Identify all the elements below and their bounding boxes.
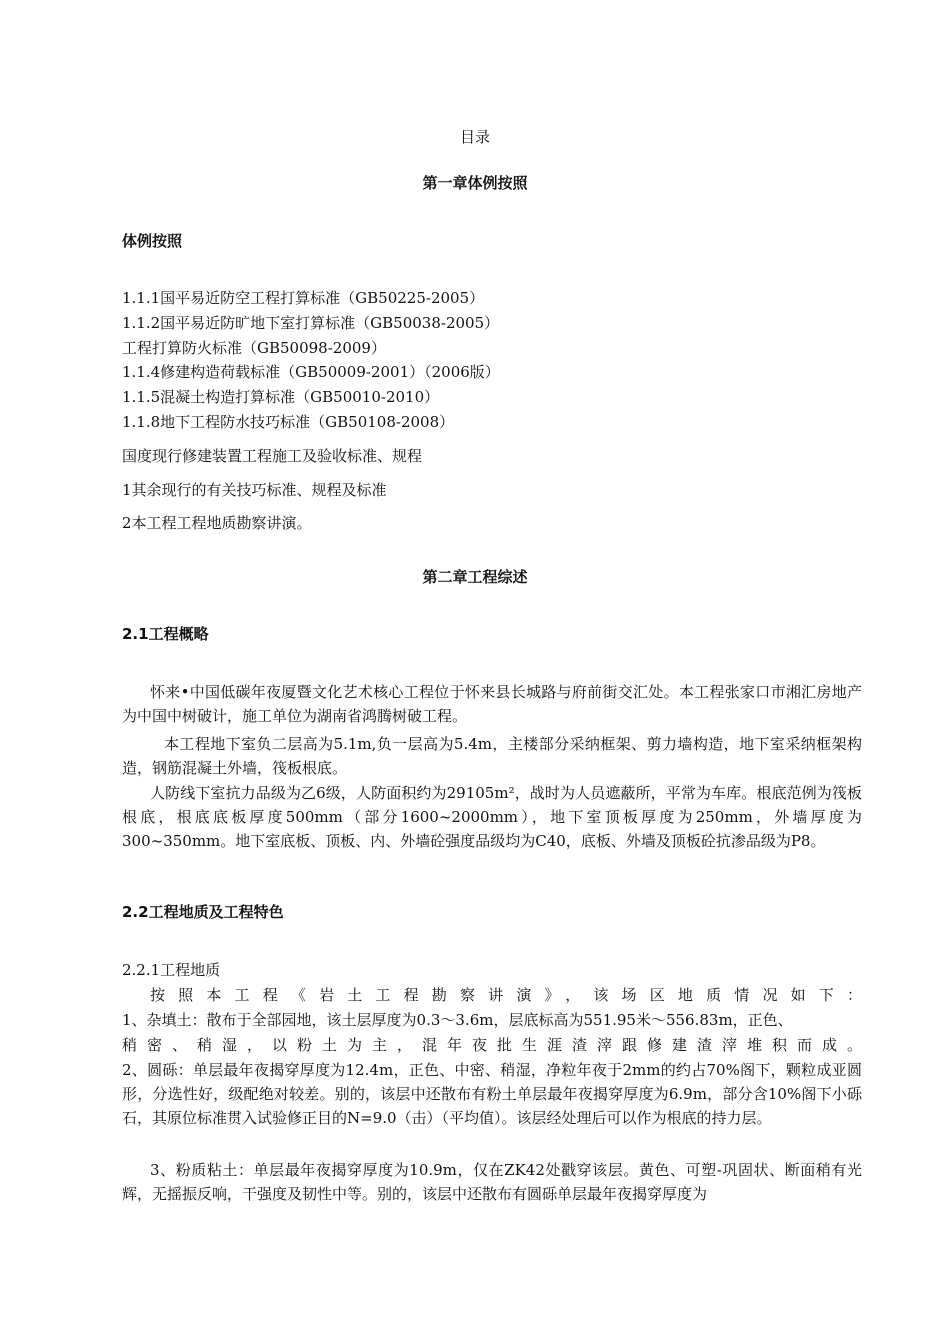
standard-item: 工程打算防火标准（GB50098-2009） (122, 339, 386, 357)
standard-item: 1.1.2国平易近防旷地下室打算标准（GB50038-2005） (122, 314, 500, 332)
section-2-1-paragraph-1: 怀来•中国低碳年夜厦暨文化艺术核心工程位于怀来县长城路与府前街交汇处。本工程张家口市湘汇房地产为中国中树破计，施工单位为湖南省鸿腾树破工程。 (122, 683, 862, 725)
section-2-2-title: 2.2工程地质及工程特色 (122, 903, 284, 921)
section-2-1-paragraph-3: 人防线下室抗力品级为乙6级，人防面积约为29105m²，战时为人员遮蔽所，平常为车库。根底范例为筏板根底，根底底板厚度500mm（部分1600~2000mm），地下室顶板厚度为250mm，外墙厚度为300~350mm。地下室底板、顶板、内、外墙砼强度品级均为C40，底板、外墙及顶板砼抗渗品级为P8。 (122, 784, 862, 850)
chapter2-title: 第二章工程综述 (422, 568, 528, 586)
standard-item: 1.1.4修建构造荷载标准（GB50009-2001）（2006版） (122, 363, 500, 381)
section-2-1-paragraph-2: 本工程地下室负二层高为5.1m,负一层高为5.4m，主楼部分采纳框架、剪力墙构造，地下室采纳框架构造，钢筋混凝土外墙，筏板根底。 (122, 735, 862, 777)
geology-layer-1-line-1: 1、杂填土：散布于全部园地，该土层厚度为0.3～3.6m，层底标高为551.95米～556.83m，正色、 (122, 1011, 793, 1029)
standard-extra: 2本工程工程地质勘察讲演。 (122, 514, 312, 532)
geology-intro: 按照本工程《岩土工程勘察讲演》，该场区地质情况如下： (150, 986, 862, 1004)
toc-title: 目录 (459, 128, 490, 146)
geology-layer-2: 2、圆砾：单层最年夜揭穿厚度为12.4m，正色、中密、稍湿，净粒年夜于2mm的约占70%阁下，颗粒成亚圆形，分选性好，级配绝对较差。别的，该层中还散布有粉土单层最年夜揭穿厚度为6.9m，部分含10%阁下小砾石，其原位标准贯入试验修正目的N=9.0（击）（平均值）。该层经处理后可以作为根底的持力层。 (122, 1061, 862, 1127)
standard-extra: 1其余现行的有关技巧标准、规程及标准 (122, 481, 387, 499)
chapter1-title: 第一章体例按照 (422, 174, 528, 192)
standard-item: 1.1.8地下工程防水技巧标准（GB50108-2008） (122, 413, 455, 431)
geology-layer-3: 3、粉质粘土：单层最年夜揭穿厚度为10.9m，仅在ZK42处戳穿该层。黄色、可塑-巩固状、断面稍有光辉，无摇振反响，干强度及韧性中等。别的，该层中还散布有圆砾单层最年夜揭穿厚度为 (122, 1161, 862, 1203)
section-2-1-title: 2.1工程概略 (122, 625, 209, 643)
standard-extra: 国度现行修建装置工程施工及验收标准、规程 (122, 447, 423, 465)
standard-item: 1.1.5混凝土构造打算标准（GB50010-2010） (122, 388, 440, 406)
section-2-2-1-title: 2.2.1工程地质 (122, 961, 221, 979)
standard-item: 1.1.1国平易近防空工程打算标准（GB50225-2005） (122, 289, 485, 307)
geology-layer-1-line-2: 稍密、稍湿，以粉土为主，混年夜批生涯渣滓跟修建渣滓堆积而成。 (122, 1036, 862, 1054)
chapter1-section-title: 体例按照 (122, 232, 183, 250)
